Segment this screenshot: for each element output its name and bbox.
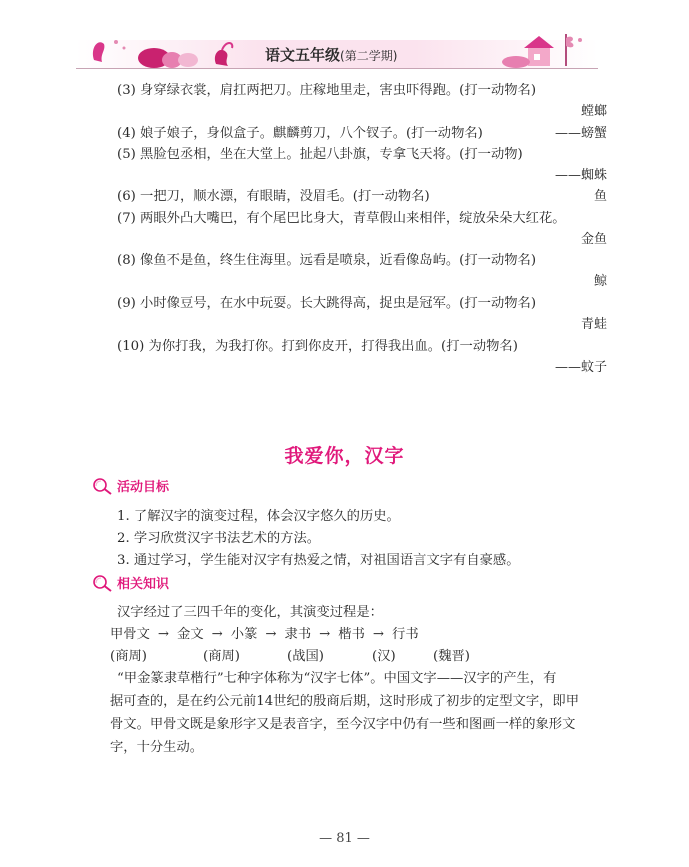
riddle-6-answer: 鱼 bbox=[593, 189, 607, 204]
arrow-right-icon: → bbox=[157, 627, 170, 642]
knowledge-paragraph-line-4: 字，十分生动。 bbox=[110, 740, 204, 755]
knowledge-paragraph-line-3: 骨文。甲骨文既是象形字又是表音字，至今汉字中仍有一些和图画一样的象形文 bbox=[110, 717, 576, 732]
riddle-5: (5) 黑脸包丞相，坐在大堂上。扯起八卦旗，专拿飞天将。(打一动物) bbox=[117, 147, 523, 162]
script-jinwen: 金文 bbox=[177, 627, 204, 642]
riddle-3: (3) 身穿绿衣裳，肩扛两把刀。庄稼地里走，害虫吓得跑。(打一动物名) bbox=[117, 83, 537, 98]
header-subtitle: (第二学期) bbox=[340, 49, 398, 63]
header-divider bbox=[76, 68, 598, 69]
magnifier-icon bbox=[92, 477, 114, 499]
knowledge-paragraph-line-1: “甲金篆隶草楷行”七种字体称为“汉字七体”。中国文字——汉字的产生，有 bbox=[117, 671, 557, 686]
page-number: — 81 — bbox=[319, 831, 370, 846]
riddle-8: (8) 像鱼不是鱼，终生住海里。远看是喷泉，近看像岛屿。(打一动物名) bbox=[117, 253, 537, 268]
arrow-right-icon: → bbox=[211, 627, 223, 642]
knowledge-heading bbox=[92, 573, 169, 596]
script-jiaguwen: 甲骨文 bbox=[110, 627, 150, 642]
goal-item-1: 1. 了解汉字的演变过程，体会汉字悠久的历史。 bbox=[117, 509, 400, 524]
riddle-6: (6) 一把刀，顺水漂，有眼睛，没眉毛。(打一动物名) bbox=[117, 189, 430, 204]
script-evolution-row bbox=[110, 623, 419, 642]
goal-item-3: 3. 通过学习，学生能对汉字有热爱之情，对祖国语言文字有自豪感。 bbox=[117, 553, 520, 568]
riddle-9: (9) 小时像豆号，在水中玩耍。长大跳得高，捉虫是冠军。(打一动物名) bbox=[117, 296, 537, 311]
goals-heading-text: 活动目标 bbox=[117, 480, 170, 495]
era-5: (魏晋) bbox=[433, 649, 470, 664]
knowledge-paragraph-line-2: 据可查的，是在约公元前14世纪的殷商后期，这时形成了初步的定型文字，即甲 bbox=[110, 694, 580, 709]
riddle-3-answer: 螳螂 bbox=[580, 104, 607, 119]
knowledge-intro: 汉字经过了三四千年的变化，其演变过程是： bbox=[117, 605, 383, 620]
knowledge-heading-text: 相关知识 bbox=[117, 577, 170, 592]
goals-heading bbox=[92, 476, 169, 499]
script-xingshu: 行书 bbox=[392, 627, 419, 642]
magnifier-icon bbox=[92, 574, 114, 596]
arrow-right-icon: → bbox=[265, 627, 277, 642]
arrow-right-icon: → bbox=[319, 627, 331, 642]
riddle-8-answer: 鲸 bbox=[593, 274, 607, 289]
header-title bbox=[265, 44, 397, 65]
goal-item-2: 2. 学习欣赏汉字书法艺术的方法。 bbox=[117, 531, 321, 546]
script-kaishu: 楷书 bbox=[338, 627, 365, 642]
script-lishu: 隶书 bbox=[284, 627, 312, 642]
section-title: 我爱你，汉字 bbox=[284, 445, 405, 467]
header-title-main: 语文五年级 bbox=[265, 46, 341, 64]
riddle-7-answer: 金鱼 bbox=[580, 232, 607, 247]
script-xiaozhuan: 小篆 bbox=[230, 627, 258, 642]
arrow-right-icon: → bbox=[372, 627, 385, 642]
riddle-4: (4) 娘子娘子，身似盒子。麒麟剪刀，八个钗子。(打一动物名) bbox=[117, 126, 483, 141]
riddle-10-answer: ——蚊子 bbox=[554, 360, 607, 375]
era-2: (商周) bbox=[203, 649, 240, 664]
riddle-7: (7) 两眼外凸大嘴巴，有个尾巴比身大，青草假山来相伴，绽放朵朵大红花。 bbox=[117, 211, 566, 226]
riddle-5-answer: ——蜘蛛 bbox=[554, 168, 607, 183]
era-3: (战国) bbox=[287, 649, 324, 664]
riddle-10: (10) 为你打我，为我打你。打到你皮开，打得我出血。(打一动物名) bbox=[117, 339, 518, 354]
riddle-4-answer: ——螃蟹 bbox=[554, 126, 607, 141]
era-4: (汉) bbox=[372, 649, 396, 664]
era-1: (商周) bbox=[110, 649, 147, 664]
riddle-9-answer: 青蛙 bbox=[580, 317, 607, 332]
